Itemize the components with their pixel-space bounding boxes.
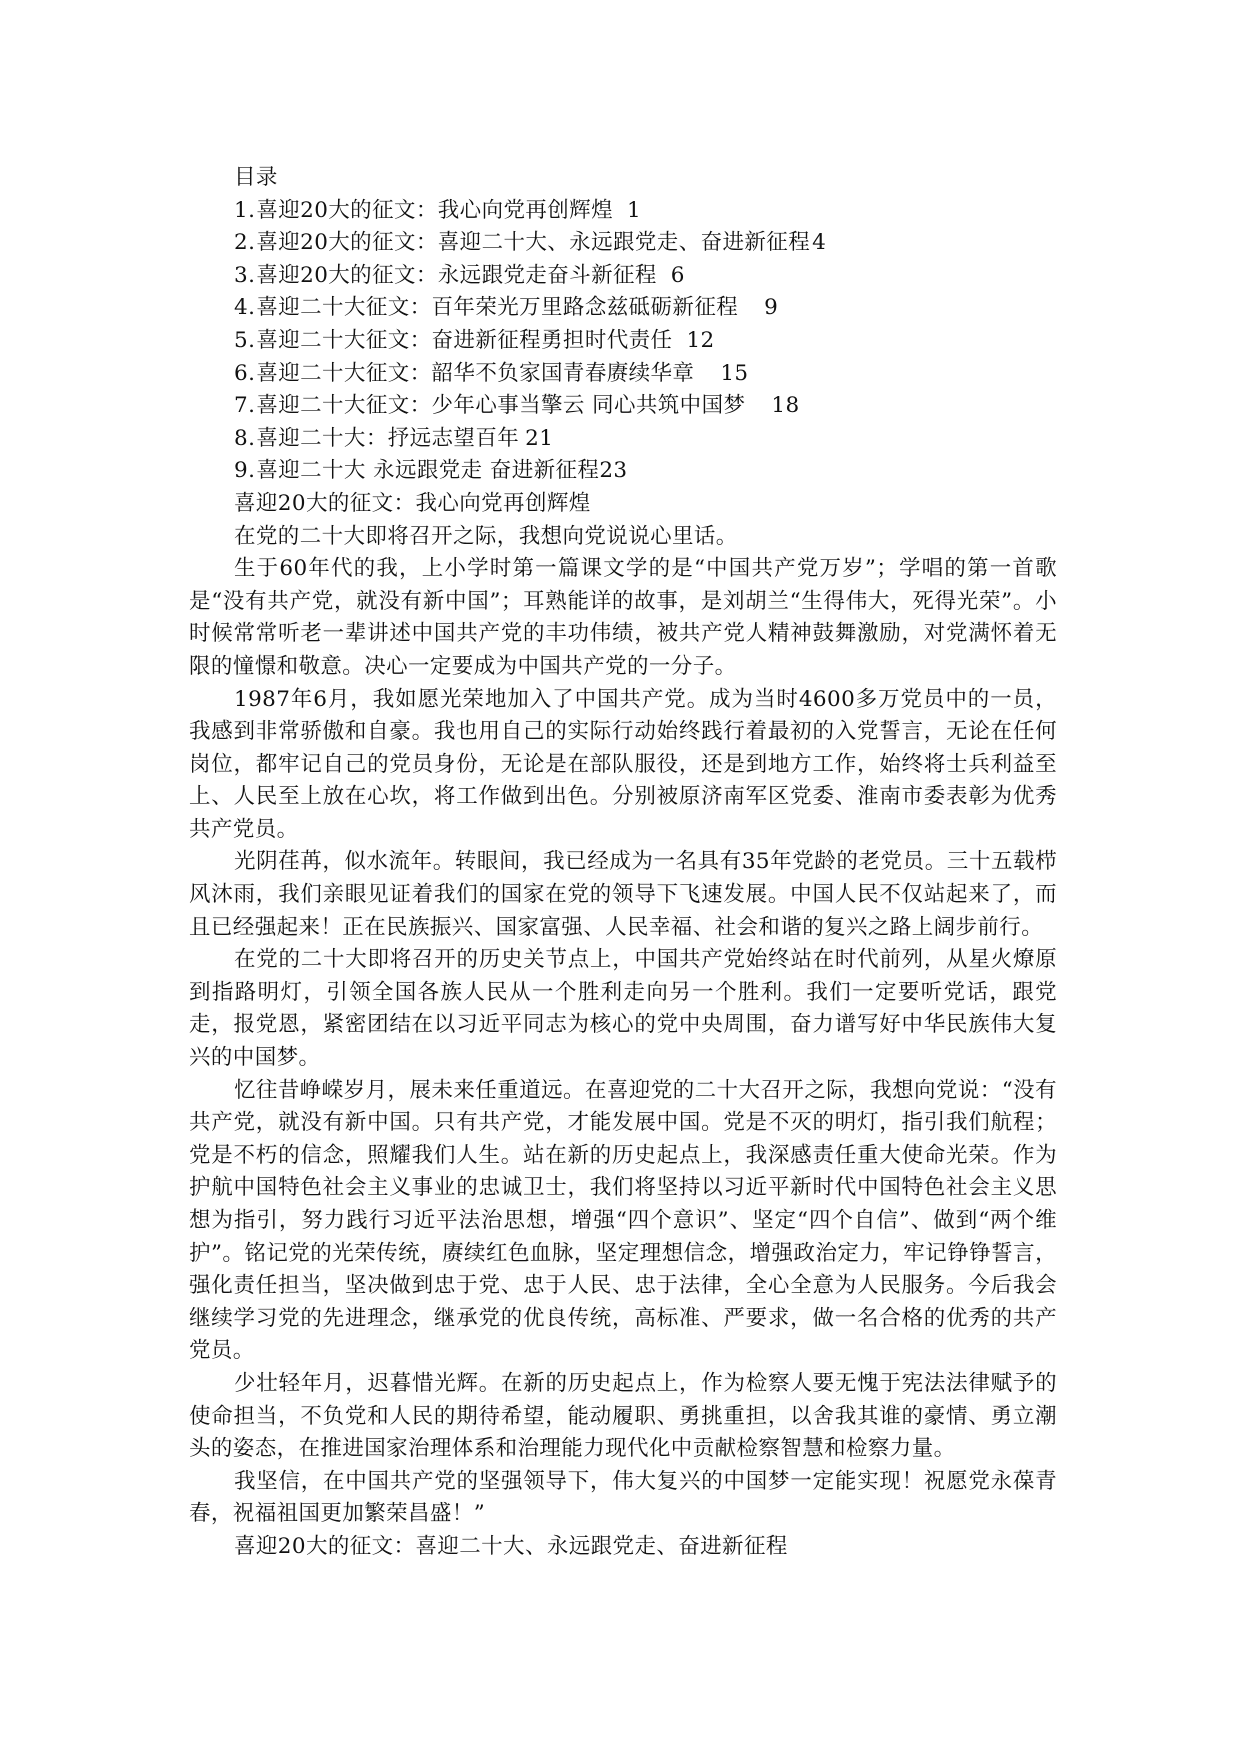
article-paragraph: 光阴荏苒，似水流年。转眼间，我已经成为一名具有35年党龄的老党员。三十五载栉风沐雨，我们亲眼见证着我们的国家在党的领导下飞速发展。中国人民不仅站起来了，而且已经强起来！正在民族振兴、国家富强、人民幸福、社会和谐的复兴之路上阔步前行。 [189,849,1057,940]
toc-entry-number: 5. [234,327,256,353]
toc-entry-title: 喜迎20大的征文：喜迎二十大、永远跟党走、奋进新征程 [256,230,811,256]
article-title: 喜迎20大的征文：我心向党再创辉煌 [234,490,591,516]
article-paragraph: 少壮轻年月，迟暮惜光辉。在新的历史起点上，作为检察人要无愧于宪法法律赋予的使命担当，不负党和人民的期待希望，能动履职、勇挑重担，以舍我其谁的豪情、勇立潮头的姿态，在推进国家治理体系和治理能力现代化中贡献检察智慧和检察力量。 [189,1370,1057,1462]
article-paragraph: 忆往昔峥嵘岁月，展未来任重道远。在喜迎党的二十大召开之际，我想向党说：“没有共产党，就没有新中国。只有共产党，才能发展中国。党是不灭的明灯，指引我们航程；党是不朽的信念，照耀我们人生。站在新的历史起点上，我深感责任重大使命光荣。作为护航中国特色社会主义事业的忠诚卫士，我们将坚持以习近平新时代中国特色社会主义思想为指引，努力践行习近平法治思想，增强“四个意识”、坚定“四个自信”、做到“两个维护”。铭记党的光荣传统，赓续红色血脉，坚定理想信念，增强政治定力，牢记铮铮誓言，强化责任担当，坚决做到忠于党、忠于人民、忠于法律，全心全意为人民服务。今后我会继续学习党的先进理念，继承党的优良传统，高标准、严要求，做一名合格的优秀的共产党员。 [189,1077,1057,1364]
toc-entry-number: 9. [234,458,256,484]
toc-entry-number: 8. [234,425,256,451]
article-paragraph: 生于60年代的我，上小学时第一篇课文学的是“中国共产党万岁”；学唱的第一首歌是“没有共产党，就没有新中国”；耳熟能详的故事，是刘胡兰“生得伟大，死得光荣”。小时候常常听老一辈讲述中国共产党的丰功伟绩，被共产党人精神鼓舞激励，对党满怀着无限的憧憬和敬意。决心一定要成为中国共产党的一分子。 [189,556,1057,679]
toc-entry-page: 18 [771,393,800,419]
toc-entry-7[interactable] [189,390,1057,423]
toc-entry-page: 9 [764,295,779,321]
toc-entry-page: 15 [720,360,749,386]
toc-entry-page: 6 [670,262,685,288]
article-paragraph: 在党的二十大即将召开的历史关节点上，中国共产党始终站在时代前列，从星火燎原到指路明灯，引领全国各族人民从一个胜利走向另一个胜利。我们一定要听党话，跟党走，报党恩，紧密团结在以习近平同志为核心的党中央周围，奋力谱写好中华民族伟大复兴的中国梦。 [189,947,1057,1071]
document-body [189,162,1057,1564]
toc-entry-title: 喜迎二十大征文：百年荣光万里路念兹砥砺新征程 [256,295,739,321]
toc-entry-title: 喜迎二十大征文：奋进新征程勇担时代责任 [256,327,673,353]
article-paragraph: 我坚信，在中国共产党的坚强领导下，伟大复兴的中国梦一定能实现！祝愿党永葆青春，祝福祖国更加繁荣昌盛！” [189,1468,1057,1527]
toc-heading: 目录 [234,165,278,190]
article-paragraph: 1987年6月，我如愿光荣地加入了中国共产党。成为当时4600多万党员中的一员，我感到非常骄傲和自豪。我也用自己的实际行动始终践行着最初的入党誓言，无论在任何岗位，都牢记自己的党员身份，无论是在部队服役，还是到地方工作，始终将士兵利益至上、人民至上放在心坎，将工作做到出色。分别被原济南军区党委、淮南市委表彰为优秀共产党员。 [189,686,1057,842]
toc-entry-2[interactable] [189,227,1057,260]
toc-entry-title: 喜迎二十大征文：少年心事当擎云 同心共筑中国梦 [256,393,746,419]
toc-entry-title: 喜迎20大的征文：我心向党再创辉煌 [256,197,613,223]
toc-entry-9[interactable] [189,455,1057,488]
toc-entry-page: 23 [599,458,628,484]
article-paragraph: 在党的二十大即将召开之际，我想向党说说心里话。 [234,523,738,549]
toc-entry-8[interactable] [189,423,1057,456]
toc-entry-page: 4 [812,230,827,256]
toc-entry-1[interactable] [189,195,1057,228]
toc-entry-title: 喜迎二十大征文：韶华不负家国青春赓续华章 [256,360,695,386]
toc-entry-4[interactable] [189,292,1057,325]
toc-entry-6[interactable] [189,358,1057,391]
toc-entry-title: 喜迎20大的征文：永远跟党走奋斗新征程 [256,262,657,288]
toc-entry-3[interactable] [189,260,1057,293]
toc-entry-number: 2. [234,230,256,256]
toc-entry-number: 7. [234,393,256,419]
toc-entry-number: 1. [234,197,256,223]
toc-entry-page: 1 [627,197,642,223]
toc-entry-number: 4. [234,295,256,321]
toc-entry-page: 12 [686,327,715,353]
toc-entry-page: 21 [525,425,554,451]
toc-entry-title: 喜迎二十大：抒远志望百年 [256,425,520,451]
next-article-title: 喜迎20大的征文：喜迎二十大、永远跟党走、奋进新征程 [234,1533,788,1559]
toc-entry-number: 6. [234,360,256,386]
toc-entry-title: 喜迎二十大 永远跟党走 奋进新征程 [256,458,600,484]
toc-entry-number: 3. [234,262,256,288]
table-of-contents [189,195,1057,488]
toc-entry-5[interactable] [189,325,1057,358]
